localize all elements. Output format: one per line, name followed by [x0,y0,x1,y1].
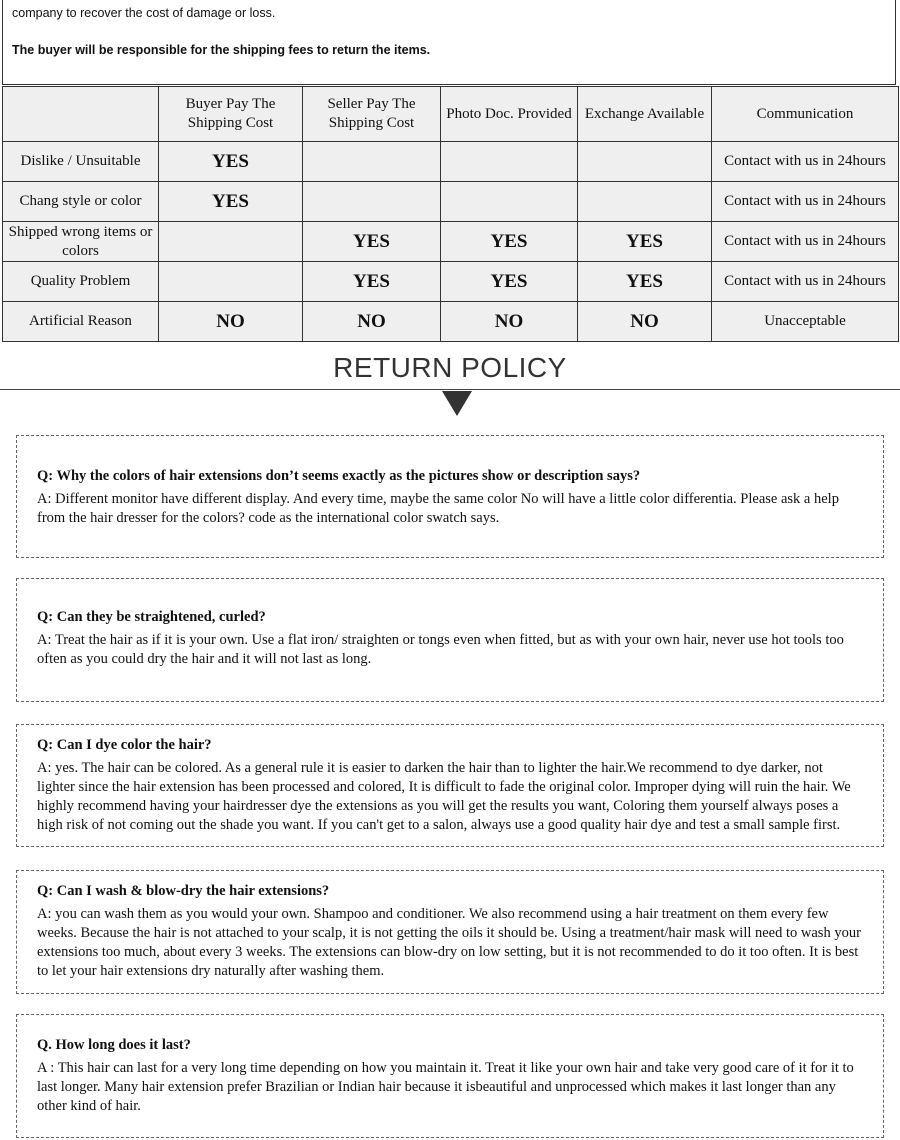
exchange-cell: YES [578,262,712,302]
buyer-cell: NO [159,302,303,342]
header-photo-doc: Photo Doc. Provided [441,87,578,142]
header-exchange: Exchange Available [578,87,712,142]
buyer-cell [159,222,303,262]
return-fee-note: The buyer will be responsible for the shipping fees to return the items. [12,43,431,57]
communication-cell: Contact with us in 24hours [712,262,899,302]
reason-cell: Dislike / Unsuitable [3,142,159,182]
communication-cell: Contact with us in 24hours [712,142,899,182]
title-divider [0,389,900,390]
buyer-cell: YES [159,182,303,222]
photo-cell: YES [441,222,578,262]
faq-item [16,578,884,702]
reason-cell: Quality Problem [3,262,159,302]
faq-question: Q: Can they be straightened, curled? [37,609,266,625]
communication-cell: Unacceptable [712,302,899,342]
communication-cell: Contact with us in 24hours [712,222,899,262]
triangle-down-icon [442,391,472,416]
faq-answer: A : This hair can last for a very long time depending on how you maintain it. Treat it like your own hair and take very good care of it for it to last longer. Many hair extension prefer Brazilian or Indian hair because it isbeautiful and unprocessed which makes it last longer than any other kind of hair. [37,1060,854,1114]
photo-cell: YES [441,262,578,302]
reason-cell: Artificial Reason [3,302,159,342]
buyer-cell [159,262,303,302]
table-row [3,302,899,342]
faq-answer: A: you can wash them as you would your own. Shampoo and conditioner. We also recommend using a hair treatment on them every few weeks. Because the hair is not attached to your scalp, it is not getting the oils it should be. Using a treatment/hair mask will need to wash your extensions too much, about every 3 weeks. The extensions can blow-dry on low setting, but it is not recommended to do it too often. It is best to let your hair extensions dry naturally after washing them. [37,906,861,979]
faq-answer: A: Different monitor have different display. And every time, maybe the same color No will have a little color differentia. Please ask a help from the hair dresser for the colors? code as the international color swatch says. [37,491,839,526]
faq-item [16,724,884,847]
header-buyer-pay: Buyer Pay The Shipping Cost [159,87,303,142]
seller-cell [303,142,441,182]
exchange-cell [578,142,712,182]
communication-cell: Contact with us in 24hours [712,182,899,222]
faq-answer: A: yes. The hair can be colored. As a general rule it is easier to darken the hair than to lighter the hair.We recommend to dye darker, not lighter since the hair extension has been processed and colored, It is difficult to fade the original color. Improper dying will ruin the hair. We highly recommend having your hairdresser dye the extensions as you will get the results you want, Coloring them yourself always poses a high risk of not coming out the shade you want. If you can't get to a salon, always use a good quality hair dye and test a small sample first. [37,760,851,833]
photo-cell: NO [441,302,578,342]
table-row [3,222,899,262]
exchange-cell: YES [578,222,712,262]
buyer-cell: YES [159,142,303,182]
header-cell [3,87,159,142]
faq-question: Q: Can I wash & blow-dry the hair extensions? [37,883,330,899]
shipping-notes-box [2,0,896,85]
faq-item [16,1014,884,1138]
seller-cell: YES [303,222,441,262]
faq-item [16,870,884,994]
faq-answer: A: Treat the hair as if it is your own. Use a flat iron/ straighten or tongs even when fitted, but as with your own hair, never use hot tools too often as you could dry the hair and it will not last as long. [37,632,844,667]
header-seller-pay: Seller Pay The Shipping Cost [303,87,441,142]
table-row [3,262,899,302]
faq-item [16,435,884,558]
return-conditions-table [2,86,899,342]
seller-cell: YES [303,262,441,302]
faq-question: Q: Why the colors of hair extensions don’t seems exactly as the pictures show or description says? [37,468,641,484]
photo-cell [441,182,578,222]
exchange-cell: NO [578,302,712,342]
seller-cell [303,182,441,222]
photo-cell [441,142,578,182]
exchange-cell [578,182,712,222]
seller-cell: NO [303,302,441,342]
reason-cell: Chang style or color [3,182,159,222]
faq-question: Q. How long does it last? [37,1037,191,1053]
faq-question: Q: Can I dye color the hair? [37,737,212,753]
table-row [3,142,899,182]
damage-note: company to recover the cost of damage or loss. [12,6,276,20]
table-row [3,182,899,222]
reason-cell: Shipped wrong items or colors [3,222,159,262]
return-policy-title: RETURN POLICY [333,352,567,383]
table-header-row [3,87,899,142]
header-communication: Communication [712,87,899,142]
